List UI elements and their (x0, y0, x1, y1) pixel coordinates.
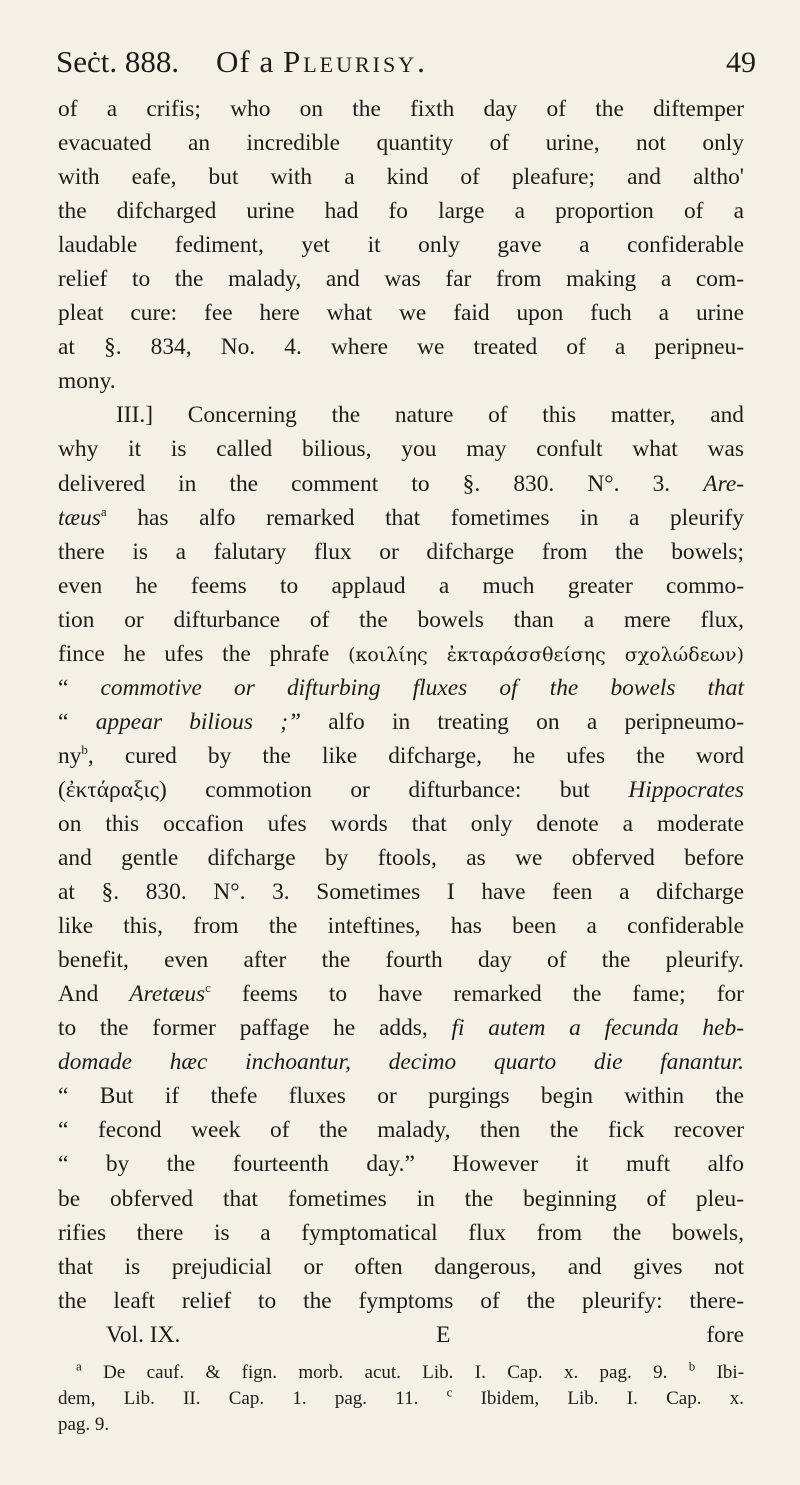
text-line: “ appear bilious ;” alfo in treating on a peripneumo- (58, 708, 744, 735)
footnote-ref: b (81, 742, 88, 758)
footnote: $^a$ De cauf. & fign. morb. acut. Lib. I. Cap. x. pag. 9. $^b$ Ibi- (76, 1358, 745, 1383)
body-text (58, 92, 744, 1352)
author-name: Aretæus (129, 981, 206, 1008)
text-line: tion or difturbance of the bowels than a mere flux, (58, 606, 744, 633)
footnote-ref: a (100, 503, 107, 519)
text-line: fince he ufes the phrafe (κοιλίης ἐκταράσσθείσης σχολώδεων) (58, 640, 744, 667)
running-title: Of a Pleurisy. (216, 44, 428, 79)
text-line: why it is called bilious, you may confult what was (58, 436, 744, 463)
text-line: on this occafion ufes words that only denote a moderate (58, 810, 744, 837)
text-line: be obferved that fometimes in the beginning of pleu- (58, 1185, 744, 1212)
footnotes (58, 1360, 744, 1438)
text-line: “ fecond week of the malady, then the fick recover (58, 1117, 744, 1144)
text-line: evacuated an incredible quantity of urine, not only (58, 130, 744, 157)
text-line: (ἐκτάραξις) commotion or difturbance: but Hippocrates (58, 776, 744, 803)
author-name: Are- (703, 470, 744, 497)
footnote: dem, Lib. II. Cap. 1. pag. 11. $^c$ Ibidem, Lib. I. Cap. x. (58, 1384, 744, 1409)
footnote: pag. 9. (58, 1414, 110, 1435)
text-line: benefit, even after the fourth day of the pleurify. (58, 947, 744, 974)
author-name: Hippocrates (628, 776, 744, 803)
text-line: with eafe, but with a kind of pleafure; and altho' (58, 164, 744, 191)
text-line: “ commotive or difturbing fluxes of the bowels that (58, 674, 744, 701)
quotation: appear bilious ;” (95, 708, 301, 735)
text-line: there is a falutary flux or difcharge from the bowels; (58, 538, 744, 565)
volume-mark: Vol. IX. (106, 1321, 181, 1348)
text-line: the difcharged urine had fo large a proportion of a (58, 198, 744, 225)
text-line: that is prejudicial or often dangerous, and gives not (58, 1253, 744, 1280)
paragraph-start: III.] Concerning the nature of this matter, and (116, 402, 744, 429)
catchword: fore (706, 1321, 744, 1348)
running-header (56, 40, 756, 84)
quotation: commotive or difturbing fluxes of the bowels that (100, 674, 744, 701)
text-line: to the former paffage he adds, fi autem a fecunda heb- (58, 1015, 744, 1042)
text-line: mony. (58, 368, 116, 395)
text-line: “ by the fourteenth day.” However it muft alfo (58, 1151, 744, 1178)
text-line: like this, from the inteftines, has been a confiderable (58, 913, 744, 940)
text-line: at §. 830. N°. 3. Sometimes I have feen a difcharge (58, 879, 744, 906)
text-line: and gentle difcharge by ftools, as we obferved before (58, 845, 744, 872)
latin-quote: domade hæc inchoantur, decimo quarto die fanantur. (58, 1049, 744, 1076)
text-line: rifies there is a fymptomatical flux from the bowels, (58, 1219, 744, 1246)
text-line: And Aretæus$^c$ feems to have remarked the fame; for (58, 980, 744, 1008)
author-name: tæus (58, 504, 101, 531)
latin-quote: fi autem a fecunda heb- (451, 1015, 744, 1042)
text-line: of a crifis; who on the fixth day of the diftemper (58, 96, 744, 122)
text-line: “ But if thefe fluxes or purgings begin within the (58, 1083, 744, 1110)
text-line: the leaft relief to the fymptoms of the pleurify: there- (58, 1287, 744, 1314)
text-line (58, 1045, 744, 1079)
page-number: 49 (726, 46, 756, 79)
text-line: delivered in the comment to §. 830. N°. 3. Are- (58, 470, 744, 497)
signature-line (58, 1318, 744, 1352)
text-line: laudable fediment, yet it only gave a confiderable (58, 232, 744, 259)
section-number: Seċt. 888. (56, 44, 180, 79)
text-line: tæus$^a$ has alfo remarked that fometimes in a pleurify (58, 503, 745, 531)
text-line: at §. 834, No. 4. where we treated of a peripneu- (58, 334, 744, 361)
text-line: pleat cure: fee here what we faid upon fuch a urine (58, 300, 744, 327)
greek-phrase: (κοιλίης ἐκταράσσθείσης σχολώδεων) (348, 643, 744, 666)
text-line: $ny^b$, cured by the like difcharge, he ufes the word (58, 742, 744, 769)
footnote-ref: c (205, 980, 211, 996)
signature-mark: E (436, 1321, 451, 1348)
text-line: even he feems to applaud a much greater commo- (58, 572, 744, 599)
text-line: relief to the malady, and was far from making a com- (58, 266, 744, 293)
